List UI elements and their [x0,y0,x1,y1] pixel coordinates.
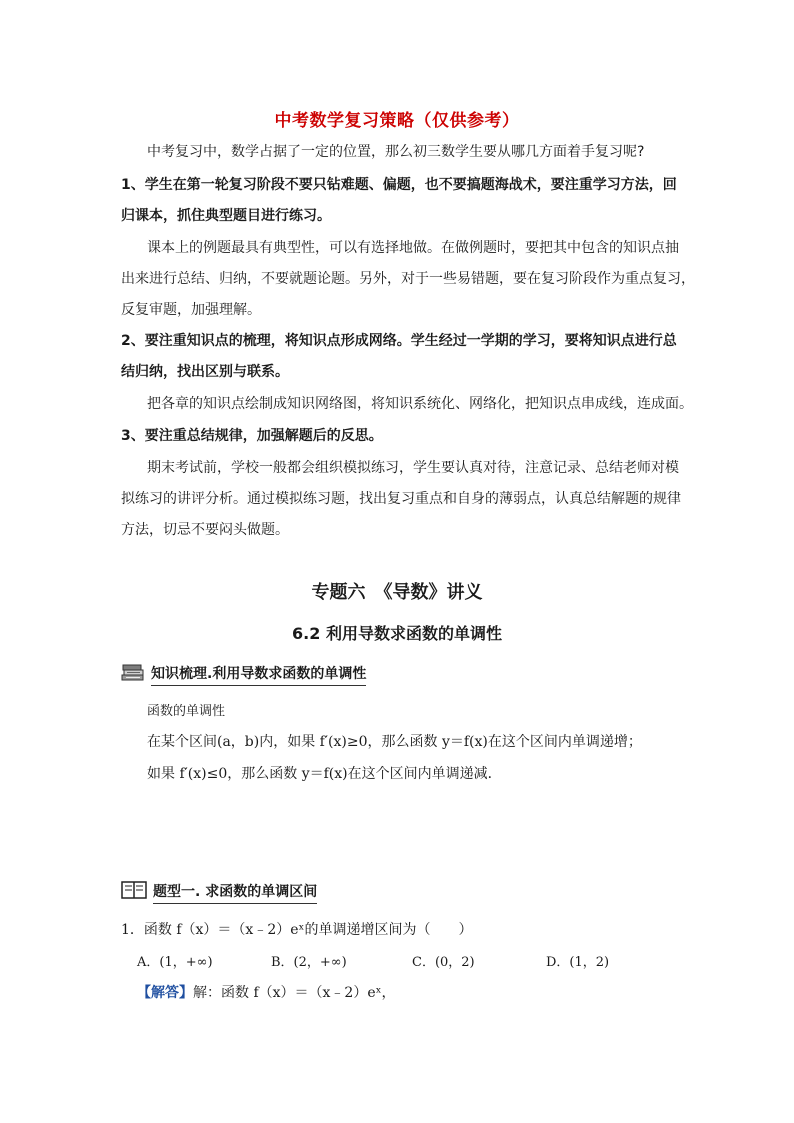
strategy-2-detail: 把各章的知识点绘制成知识网络图，将知识系统化、网络化，把知识点串成线，连成面。 [147,396,693,412]
strategy-3-detail-line-1: 期末考试前，学校一般都会组织模拟练习，学生要认真对待，注意记录、总结老师对模 [147,460,679,476]
open-book-icon [121,880,147,904]
knowledge-line-1: 在某个区间(a，b)内，如果 f′(x)≥0，那么函数 y＝f(x)在这个区间内单调递增； [147,734,642,750]
strategy-3-detail-line-3: 方法，切忌不要闷头做题。 [121,522,289,538]
knowledge-heading: 知识梳理.利用导数求函数的单调性 [151,663,366,686]
page-title: 中考数学复习策略（仅供参考） [274,111,520,131]
topic-subtitle: 6.2 利用导数求函数的单调性 [292,624,502,643]
type1-section-header [121,880,317,904]
option-a: A．(1，+∞) [137,955,213,970]
strategy-1-detail-line-3: 反复审题，加强理解。 [121,302,261,318]
option-d: D．(1，2) [546,955,610,970]
strategy-1-detail-line-1: 课本上的例题最具有典型性，可以有选择地做。在做例题时，要把其中包含的知识点抽 [147,240,679,256]
knowledge-label: 函数的单调性 [147,704,226,719]
topic-title: 专题六 《导数》讲义 [311,582,483,603]
strategy-2-line-1: 2、要注重知识点的梳理，将知识点形成网络。学生经过一学期的学习，要将知识点进行总 [121,333,677,349]
option-c: C．(0，2) [412,955,475,970]
option-b: B．(2，+∞) [271,955,347,970]
question-1: 1．函数 f（x）＝（x﹣2）eˣ的单调递增区间为（ ） [121,922,473,938]
strategy-1-line-2: 归课本，抓住典型题目进行练习。 [121,208,331,224]
strategy-1-detail-line-2: 出来进行总结、归纳，不要就题论题。另外，对于一些易错题，要在复习阶段作为重点复习， [121,271,695,287]
books-icon [121,662,145,686]
knowledge-line-2: 如果 f′(x)≤0，那么函数 y＝f(x)在这个区间内单调递减． [147,766,502,782]
intro-paragraph: 中考复习中，数学占据了一定的位置，那么初三数学生要从哪几方面着手复习呢? [147,144,645,160]
answer-line [137,983,396,1003]
answer-text: 解：函数 f（x）＝（x﹣2）eˣ， [193,985,396,1001]
strategy-1-line-1: 1、学生在第一轮复习阶段不要只钻难题、偏题，也不要搞题海战术，要注重学习方法，回 [121,177,677,193]
strategy-3-detail-line-2: 拟练习的讲评分析。通过模拟练习题，找出复习重点和自身的薄弱点，认真总结解题的规律 [121,491,681,507]
knowledge-section-header [121,662,366,686]
strategy-2-line-2: 结归纳，找出区别与联系。 [121,364,289,380]
type1-heading: 题型一. 求函数的单调区间 [153,881,317,904]
strategy-3-line-1: 3、要注重总结规律，加强解题后的反思。 [121,428,383,444]
answer-tag: 【解答】 [137,985,193,1001]
